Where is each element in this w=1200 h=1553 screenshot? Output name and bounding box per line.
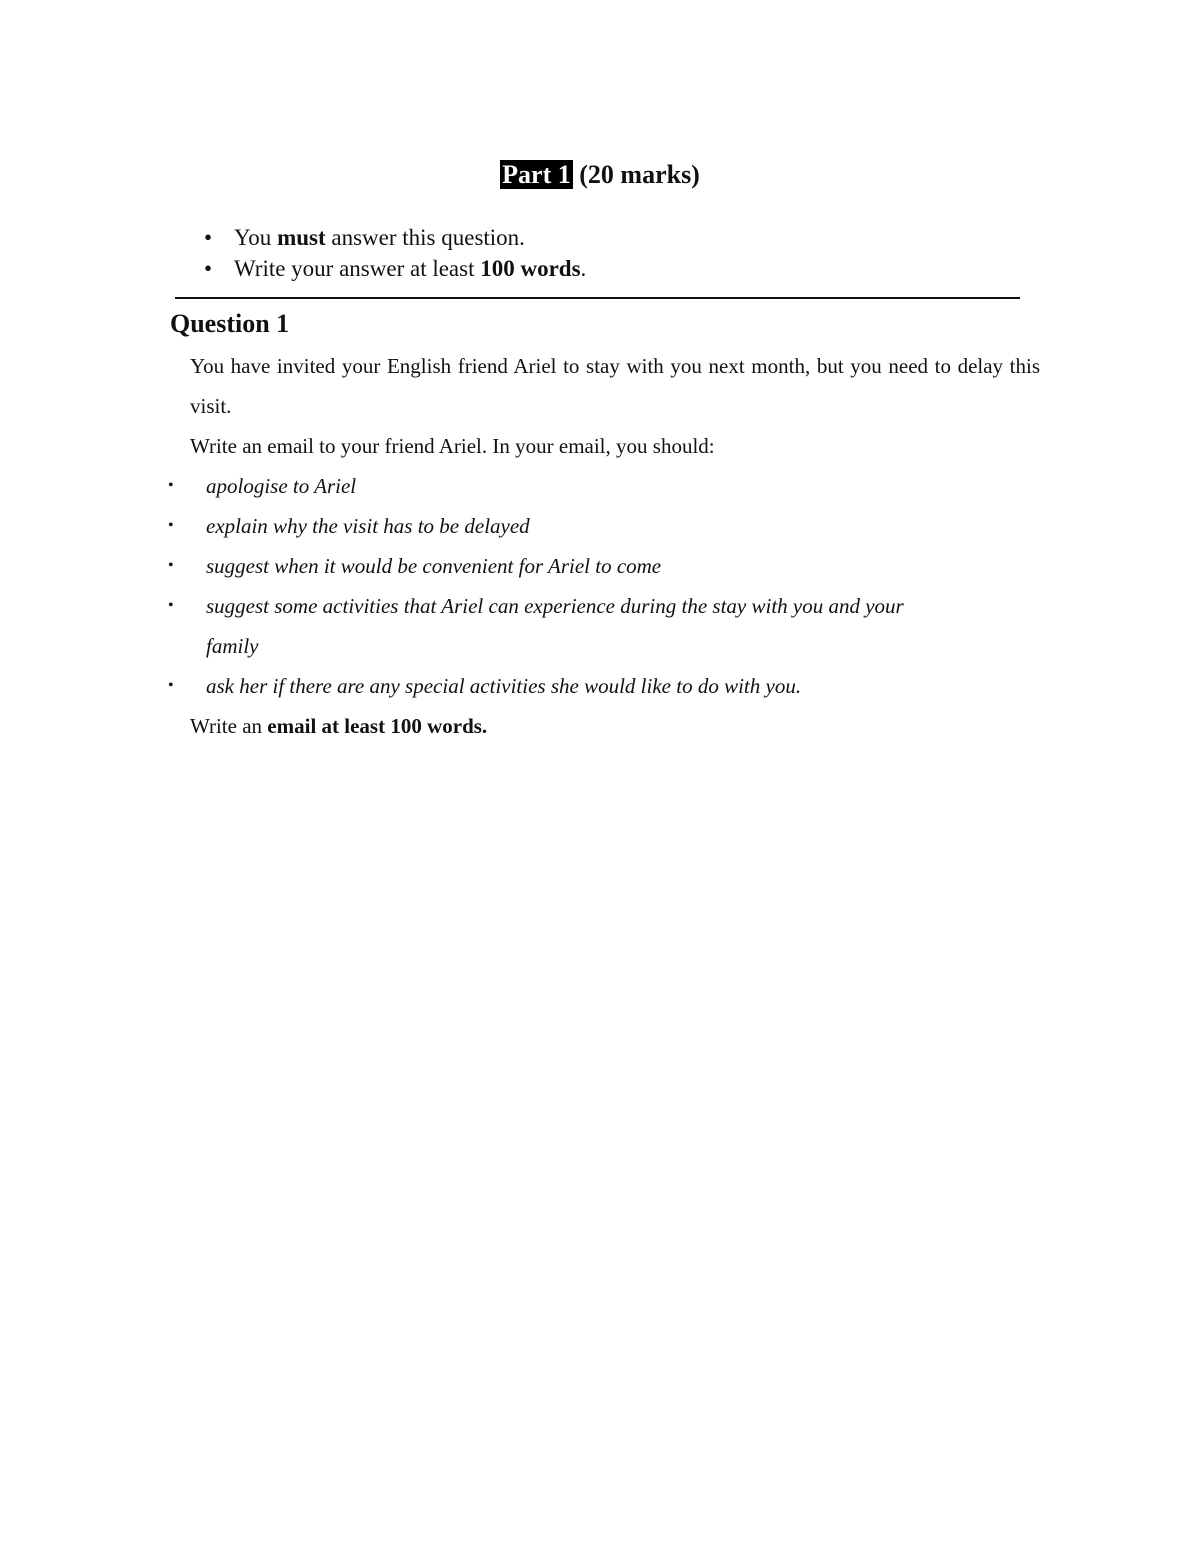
instruction-item xyxy=(200,253,586,284)
part-label: Part 1 xyxy=(502,160,571,189)
task-list xyxy=(168,466,946,706)
instruction-text: answer this question. xyxy=(325,225,525,250)
task-text: ask her if there are any special activities she would like to do with you. xyxy=(206,674,802,698)
closing-text: Write an xyxy=(190,714,268,738)
instruction-text: Write your answer at least xyxy=(234,256,481,281)
task-text: explain why the visit has to be delayed xyxy=(206,514,530,538)
instruction-emphasis: 100 words xyxy=(480,256,581,281)
task-item xyxy=(168,666,946,706)
task-item xyxy=(168,506,946,546)
bullet-icon: • xyxy=(168,557,174,574)
question-intro: You have invited your English friend Ariel to stay with you next month, but you need to delay this visit. xyxy=(190,354,1040,418)
instruction-emphasis: must xyxy=(277,225,326,250)
question-prompt: Write an email to your friend Ariel. In your email, you should: xyxy=(190,434,715,458)
task-item xyxy=(168,586,946,666)
task-item xyxy=(168,466,946,506)
bullet-icon: • xyxy=(168,517,174,534)
part-header xyxy=(0,160,1200,190)
closing-emphasis: email at least xyxy=(267,714,386,738)
bullet-icon: • xyxy=(168,597,174,614)
marks-label: (20 marks) xyxy=(579,160,700,189)
task-item xyxy=(168,546,946,586)
closing-instruction xyxy=(190,706,487,746)
instruction-text: You xyxy=(234,225,278,250)
task-text: suggest some activities that Ariel can experience during the stay with you and your family xyxy=(206,594,904,658)
question-title: Question 1 xyxy=(170,309,290,338)
divider xyxy=(175,297,1020,299)
bullet-icon: • xyxy=(204,256,213,281)
bullet-icon: • xyxy=(168,477,174,494)
instruction-text: . xyxy=(580,256,587,281)
bullet-icon: • xyxy=(168,677,174,694)
instruction-item xyxy=(200,222,586,253)
bullet-icon: • xyxy=(204,225,213,250)
instruction-list xyxy=(200,222,586,284)
task-text: apologise to Ariel xyxy=(206,474,357,498)
closing-emphasis: 100 words. xyxy=(390,714,488,738)
task-text: suggest when it would be convenient for Ariel to come xyxy=(206,554,662,578)
